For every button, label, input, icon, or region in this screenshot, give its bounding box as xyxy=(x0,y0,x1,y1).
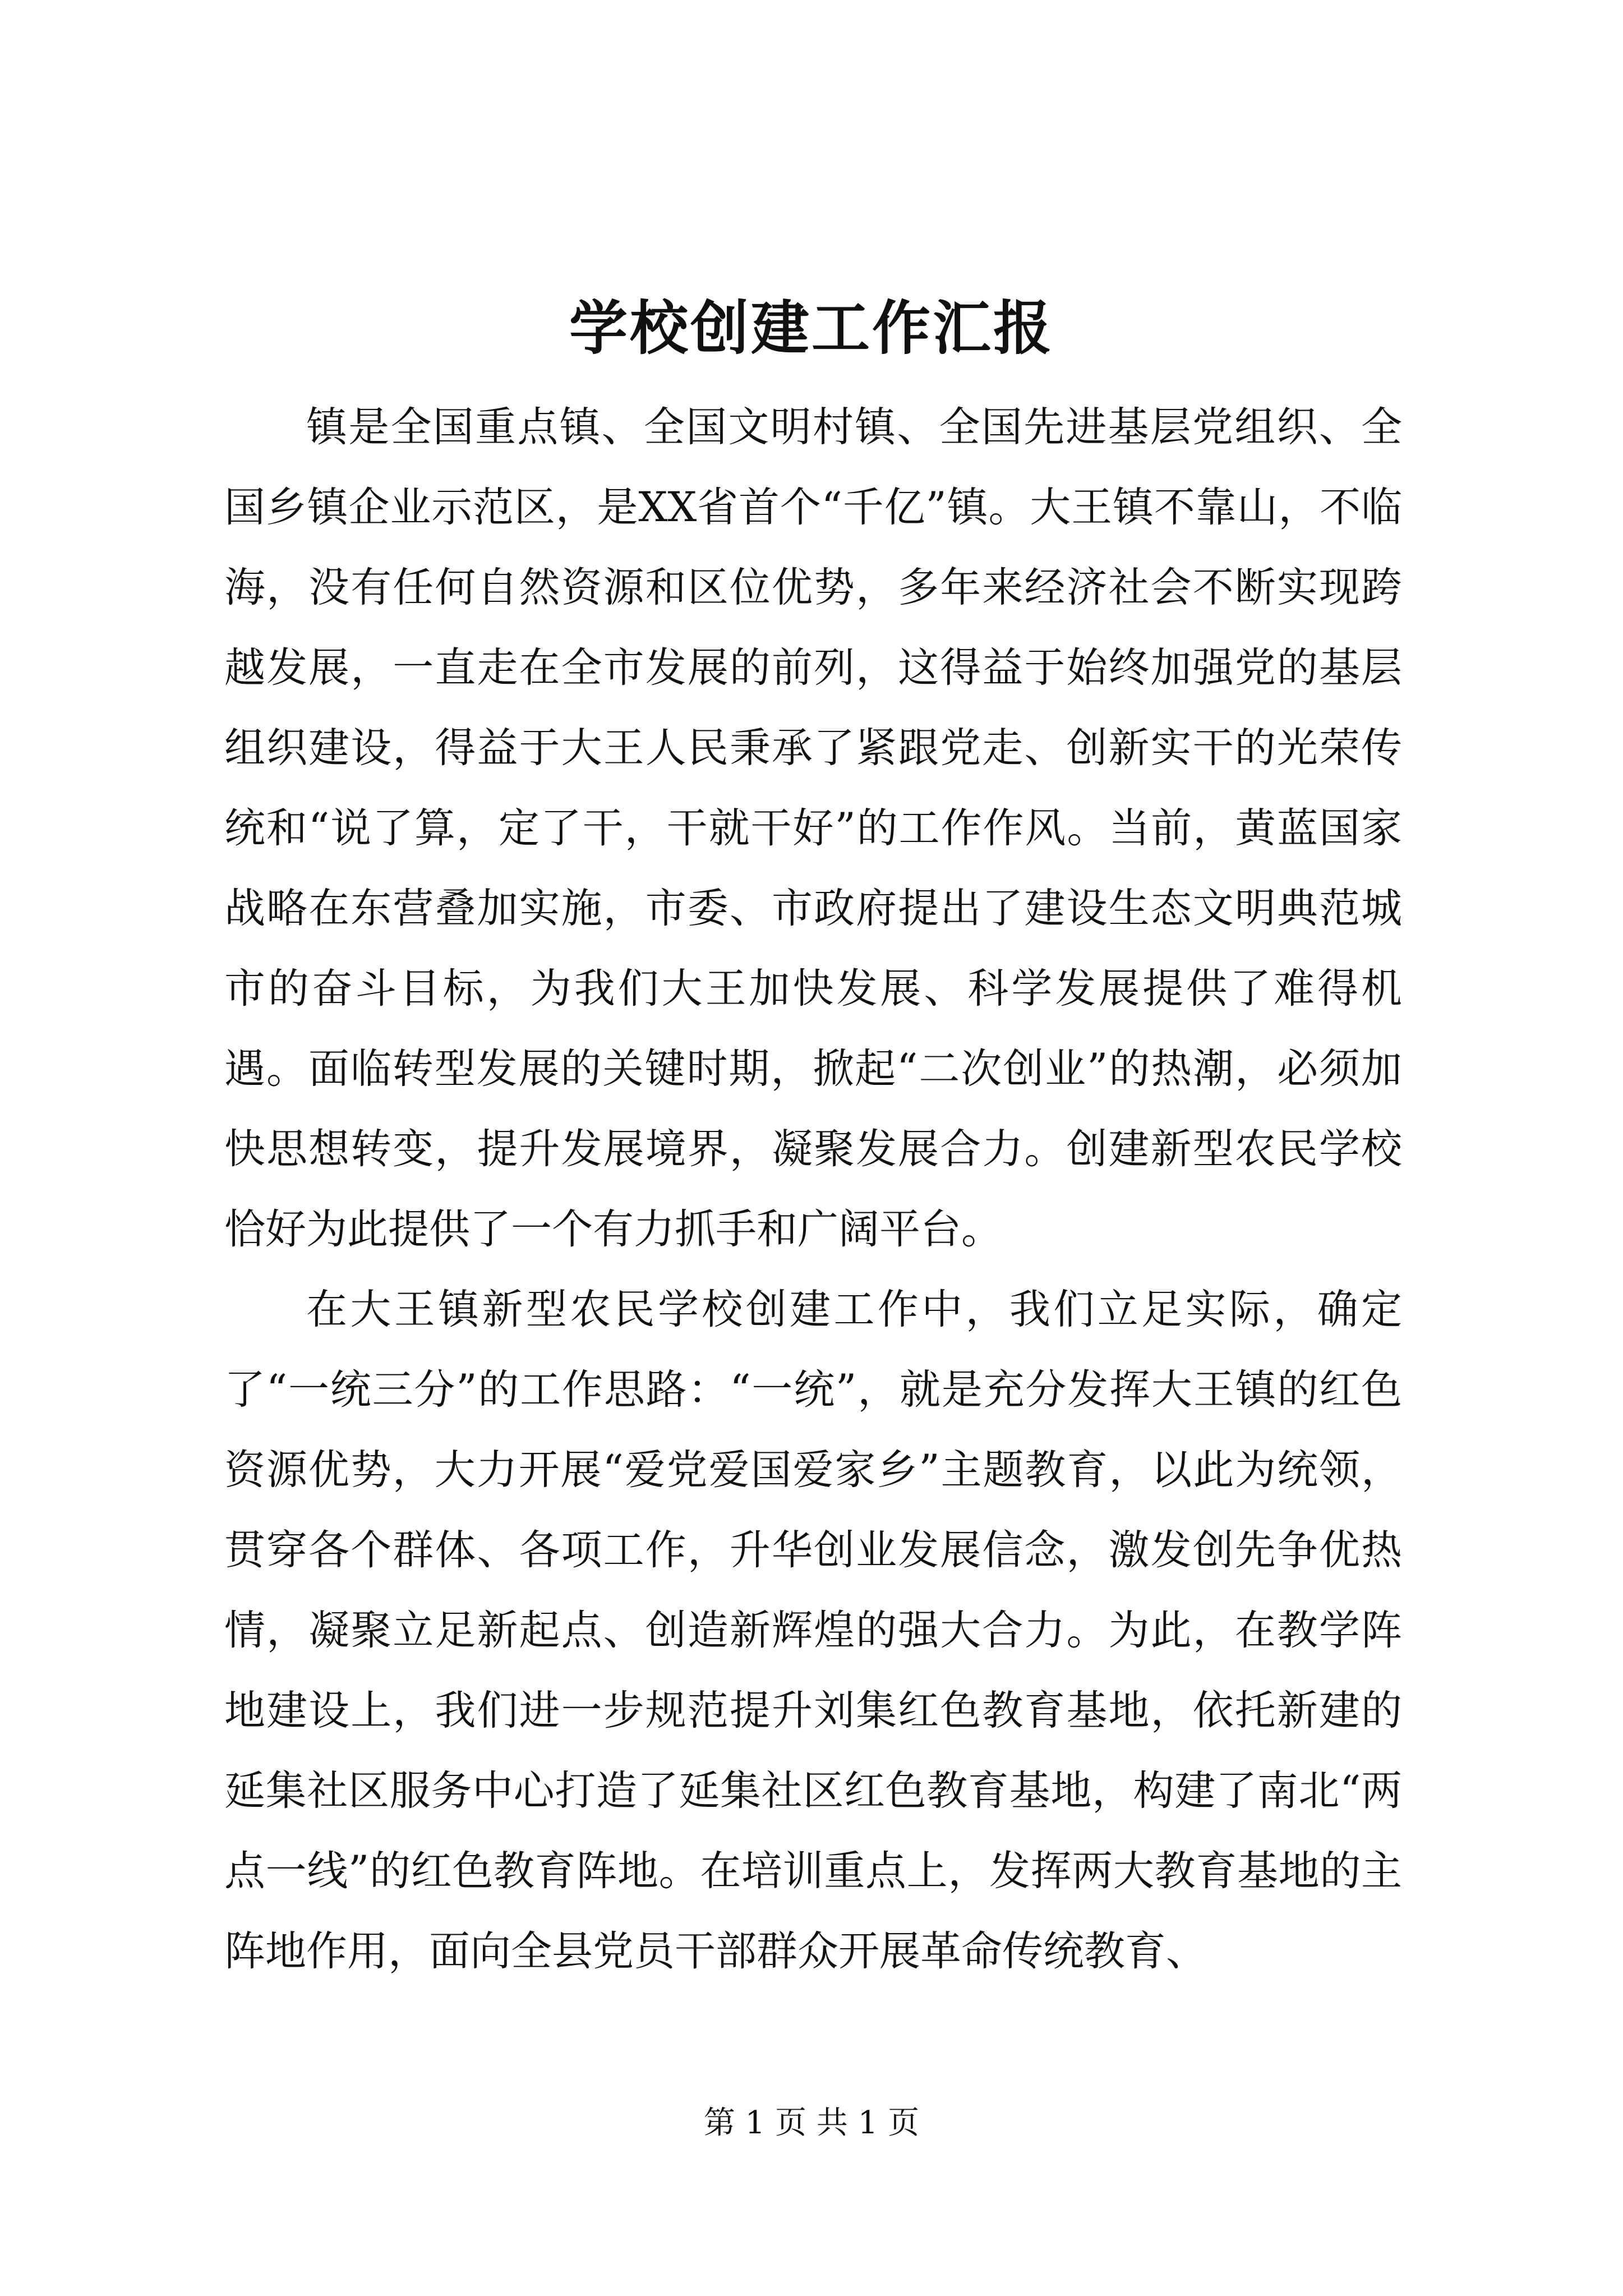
document-body xyxy=(224,387,1402,1991)
body-paragraph-2: 在大王镇新型农民学校创建工作中，我们立足实际，确定了“一统三分”的工作思路：“一统”，就是充分发挥大王镇的红色资源优势，大力开展“爱党爱国爱家乡”主题教育，以此为统领，贯穿各个群体、各项工作，升华创业发展信念，激发创先争优热情，凝聚立足新起点、创造新辉煌的强大合力。为此，在教学阵地建设上，我们进一步规范提升刘集红色教育基地，依托新建的延集社区服务中心打造了延集社区红色教育基地，构建了南北“两点一线”的红色教育阵地。在培训重点上，发挥两大教育基地的主阵地作用，面向全县党员干部群众开展革命传统教育、 xyxy=(224,1286,1402,1975)
body-paragraph-1: 镇是全国重点镇、全国文明村镇、全国先进基层党组织、全国乡镇企业示范区，是XX省首个“千亿”镇。大王镇不靠山，不临海，没有任何自然资源和区位优势，多年来经济社会不断实现跨越发展，一直走在全市发展的前列，这得益于始终加强党的基层组织建设，得益于大王人民秉承了紧跟党走、创新实干的光荣传统和“说了算，定了干，干就干好”的工作作风。当前，黄蓝国家战略在东营叠加实施，市委、市政府提出了建设生态文明典范城市的奋斗目标，为我们大王加快发展、科学发展提供了难得机遇。面临转型发展的关键时期，掀起“二次创业”的热潮，必须加快思想转变，提升发展境界，凝聚发展合力。创建新型农民学校恰好为此提供了一个有力抓手和广阔平台。 xyxy=(224,403,1402,1253)
document-title: 学校创建工作汇报 xyxy=(569,293,1054,362)
page-footer: 第 1 页 共 1 页 xyxy=(703,2105,920,2141)
